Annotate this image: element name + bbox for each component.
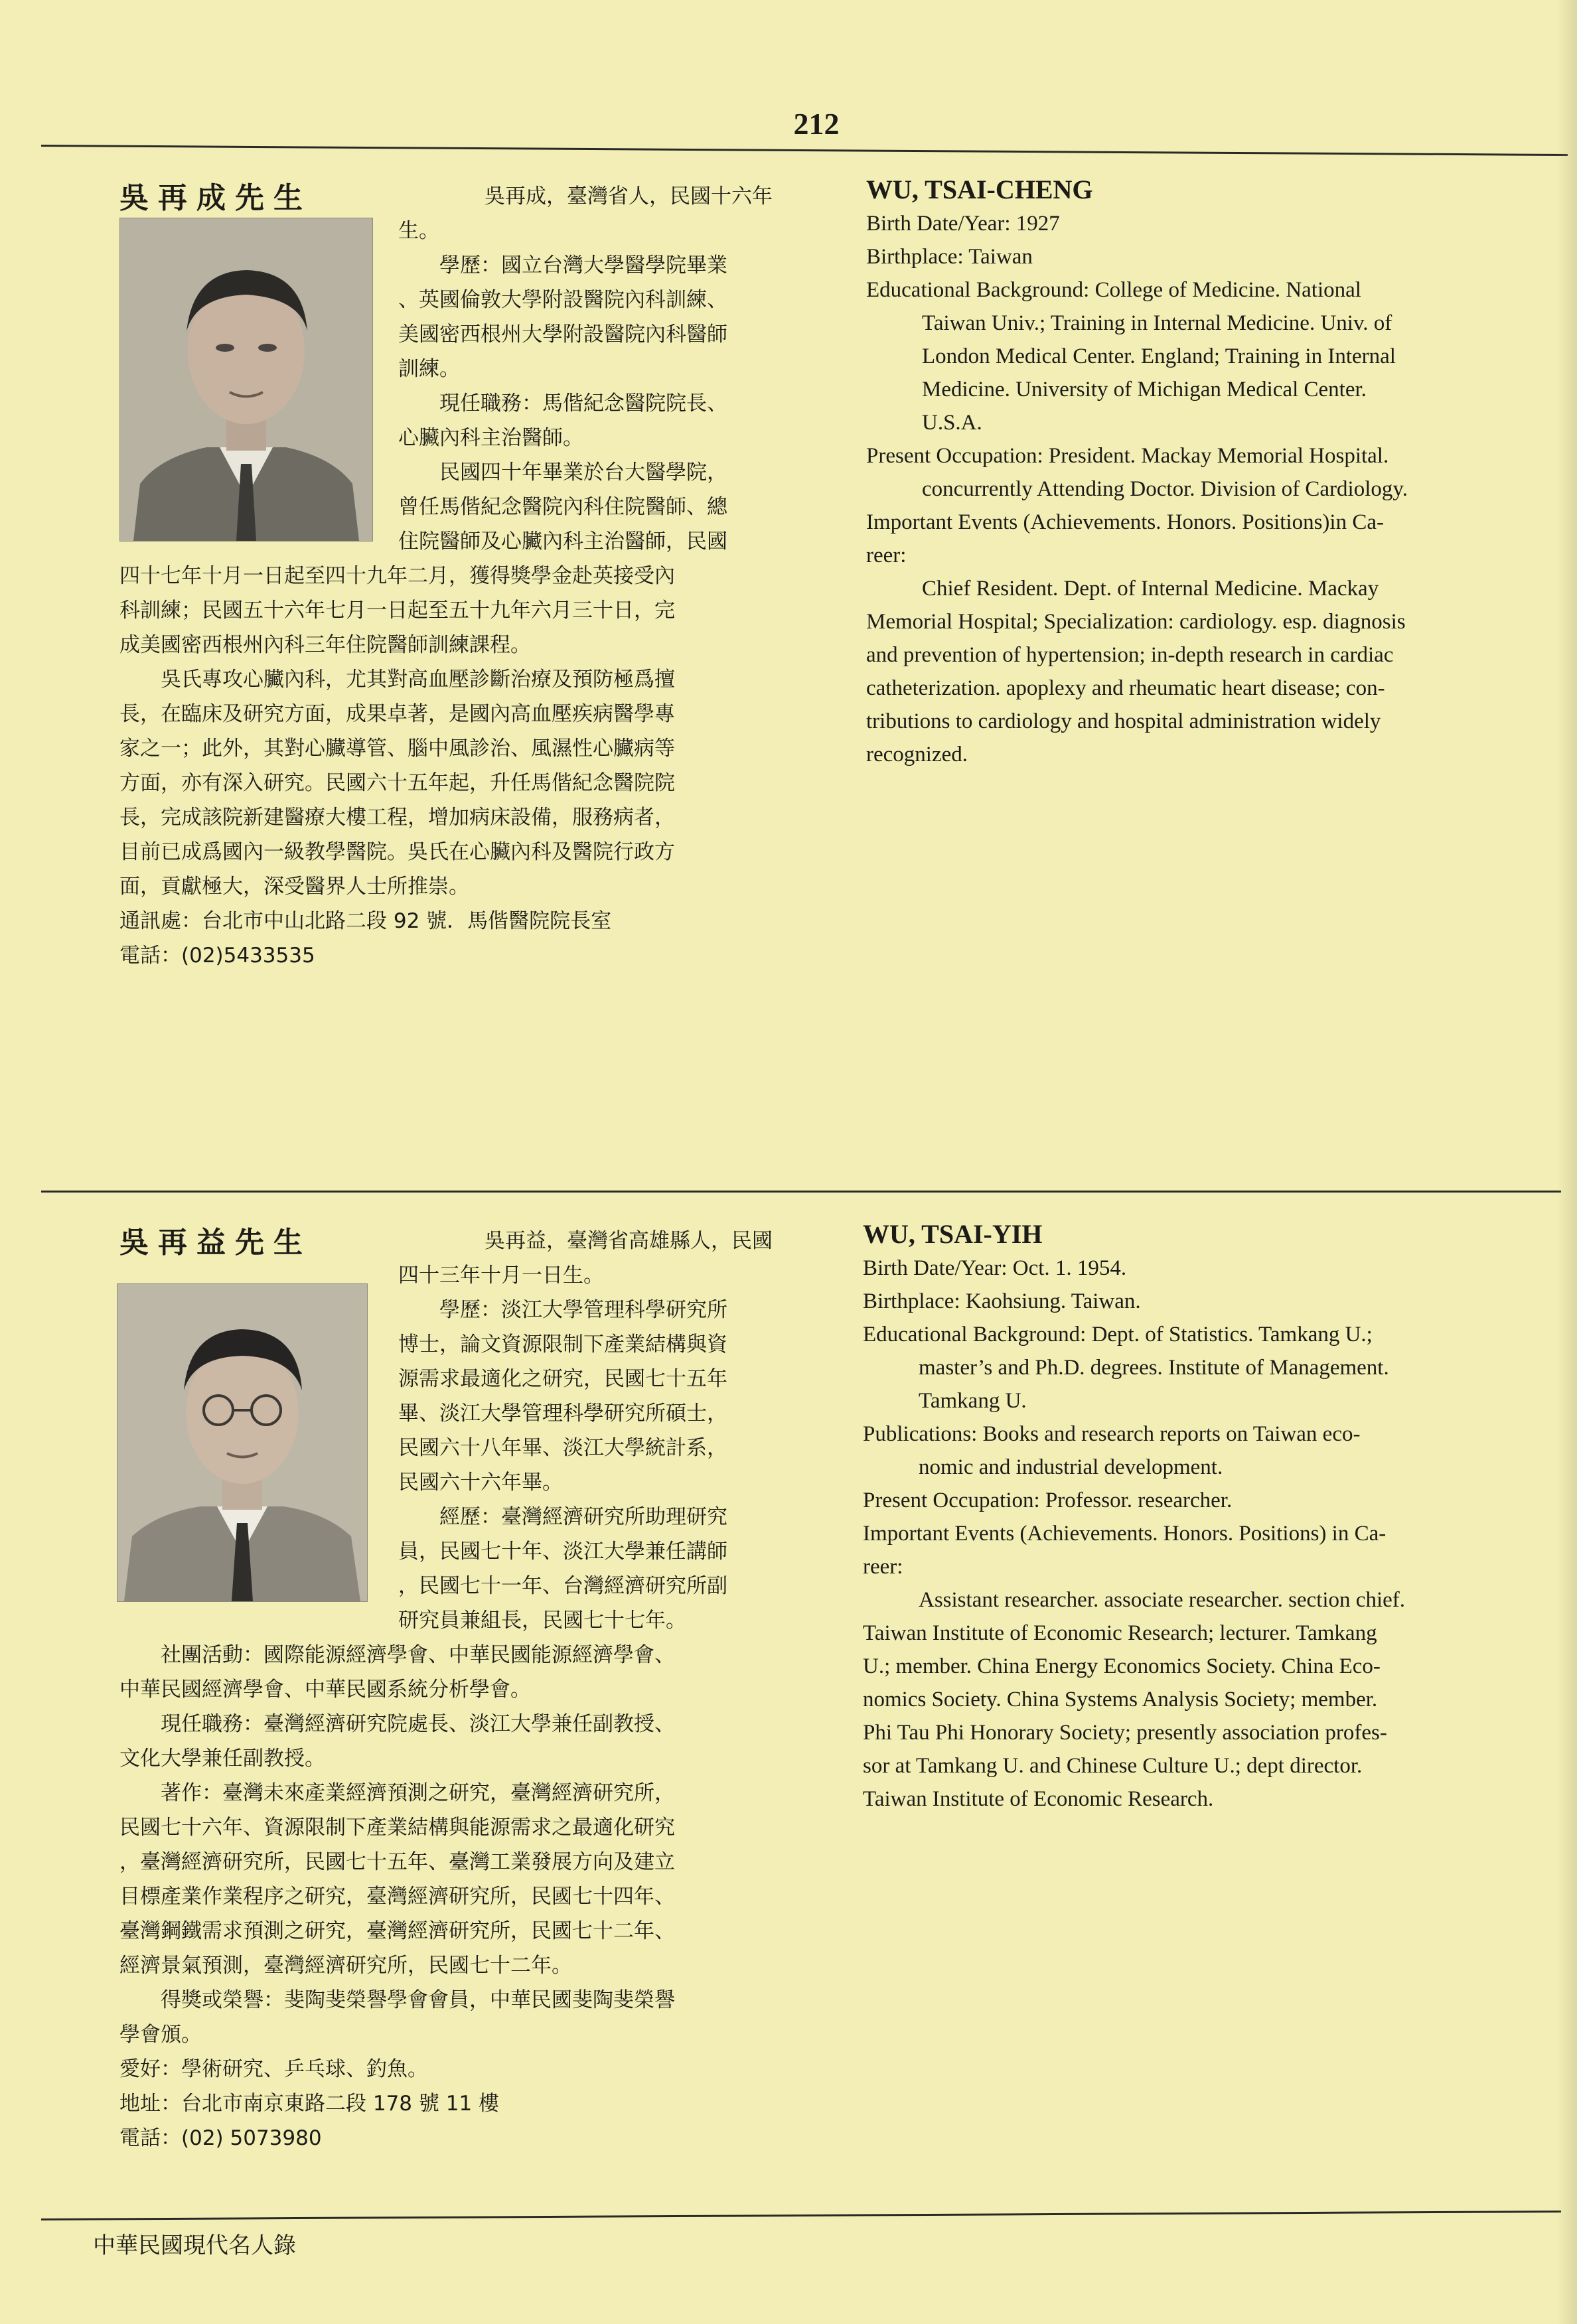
- entry2-chinese-name: 吳再益先生: [119, 1226, 312, 1260]
- en-line: concurrently Attending Doctor. Division of Cardiology.: [922, 477, 1408, 501]
- zh-line: 吳氏專攻心臟內科，尤其對高血壓診斷治療及預防極爲擅: [161, 668, 675, 691]
- en-line: sor at Tamkang U. and Chinese Culture U.; dept director.: [863, 1754, 1363, 1778]
- zh-line: 學會頒。: [119, 2023, 202, 2047]
- page-number: 212: [793, 107, 840, 141]
- entry1-english-name: WU, TSAI-CHENG: [866, 175, 1093, 204]
- en-line: Taiwan Institute of Economic Research.: [863, 1787, 1214, 1811]
- en-line: Present Occupation: Professor. researcher.: [863, 1489, 1233, 1512]
- zh-line: 訓練。: [398, 357, 460, 381]
- en-line: U.S.A.: [922, 411, 982, 435]
- en-line: U.; member. China Energy Economics Society. China Eco-: [863, 1654, 1381, 1678]
- en-line: nomics Society. China Systems Analysis Society; member.: [863, 1688, 1378, 1711]
- zh-line: 地址：台北市南京東路二段 178 號 11 樓: [119, 2092, 500, 2116]
- en-line: Medicine. University of Michigan Medical Center.: [922, 378, 1367, 401]
- zh-line: 社團活動：國際能源經濟學會、中華民國能源經濟學會、: [161, 1643, 675, 1667]
- en-line: Tamkang U.: [919, 1389, 1027, 1413]
- zh-line: 吳再成，臺灣省人，民國十六年: [485, 184, 773, 208]
- zh-line: 美國密西根州大學附設醫院內科醫師: [398, 323, 727, 346]
- entry1-chinese-name: 吳再成先生: [119, 181, 312, 215]
- zh-line: 目標產業作業程序之研究，臺灣經濟研究所，民國七十四年、: [119, 1885, 675, 1909]
- zh-line: 、英國倫敦大學附設醫院內科訓練、: [398, 288, 727, 312]
- entry2-english-name: WU, TSAI-YIH: [863, 1219, 1043, 1249]
- zh-line: 面，貢獻極大，深受醫界人士所推崇。: [119, 875, 469, 899]
- entry1-chinese-biography: [119, 179, 773, 973]
- entry1-english-biography: [866, 173, 1408, 771]
- zh-line: 方面，亦有深入研究。民國六十五年起，升任馬偕紀念醫院院: [119, 771, 675, 795]
- zh-line: 源需求最適化之研究，民國七十五年: [398, 1367, 727, 1391]
- zh-line: 四十七年十月一日起至四十九年二月，獲得獎學金赴英接受內: [119, 564, 675, 588]
- zh-line: ，民國七十一年、台灣經濟研究所副: [398, 1574, 727, 1598]
- zh-line: 經歷：臺灣經濟研究所助理研究: [439, 1505, 727, 1529]
- en-line: Important Events (Achievements. Honors. Positions)in Ca-: [866, 510, 1384, 534]
- zh-line: 家之一；此外，其對心臟導管、腦中風診治、風濕性心臟病等: [119, 737, 675, 761]
- zh-line: 科訓練；民國五十六年七月一日起至五十九年六月三十日，完: [119, 599, 675, 622]
- zh-line: 民國六十八年畢、淡江大學統計系，: [398, 1436, 727, 1460]
- en-line: Birthplace: Kaohsiung. Taiwan.: [863, 1289, 1141, 1313]
- en-line: reer:: [866, 544, 907, 567]
- zh-line: 住院醫師及心臟內科主治醫師，民國: [398, 530, 727, 553]
- en-line: Educational Background: College of Medicine. National: [866, 278, 1361, 302]
- en-line: Assistant researcher. associate researcher. section chief.: [919, 1588, 1405, 1612]
- en-line: nomic and industrial development.: [919, 1455, 1223, 1479]
- en-line: Present Occupation: President. Mackay Memorial Hospital.: [866, 444, 1389, 468]
- zh-line: 著作：臺灣未來產業經濟預測之研究，臺灣經濟研究所，: [161, 1781, 675, 1805]
- en-line: Chief Resident. Dept. of Internal Medicine. Mackay: [922, 577, 1379, 601]
- top-divider: [41, 145, 1568, 156]
- zh-line: 文化大學兼任副教授。: [119, 1747, 325, 1771]
- en-line: Taiwan Univ.; Training in Internal Medicine. Univ. of: [922, 311, 1392, 335]
- zh-line: 生。: [398, 219, 439, 243]
- en-line: Birthplace: Taiwan: [866, 245, 1033, 269]
- zh-line: 現任職務：臺灣經濟研究院處長、淡江大學兼任副教授、: [161, 1712, 675, 1736]
- en-line: Educational Background: Dept. of Statistics. Tamkang U.;: [863, 1323, 1373, 1346]
- zh-line: 長，在臨床及研究方面，成果卓著，是國內高血壓疾病醫學專: [119, 702, 675, 726]
- zh-line: 經濟景氣預測，臺灣經濟研究所，民國七十二年。: [119, 1954, 572, 1978]
- en-line: Important Events (Achievements. Honors. Positions) in Ca-: [863, 1522, 1387, 1546]
- zh-line: 員，民國七十年、淡江大學兼任講師: [398, 1540, 727, 1563]
- page-footer: 中華民國現代名人錄: [93, 2232, 296, 2259]
- zh-line: 心臟內科主治醫師。: [398, 426, 583, 450]
- entry2-chinese-biography: [119, 1224, 773, 2155]
- zh-line: 目前已成爲國內一級教學醫院。吳氏在心臟內科及醫院行政方: [119, 840, 675, 864]
- en-line: tributions to cardiology and hospital administration widely: [866, 709, 1381, 733]
- zh-line: 通訊處：台北市中山北路二段 92 號．馬偕醫院院長室: [119, 909, 612, 933]
- zh-line: 電話：(02) 5073980: [119, 2126, 322, 2150]
- en-line: London Medical Center. England; Training in Internal: [922, 344, 1396, 368]
- zh-line: 四十三年十月一日生。: [398, 1264, 604, 1287]
- zh-line: 現任職務：馬偕紀念醫院院長、: [439, 392, 727, 415]
- entry2-english-biography: [863, 1217, 1405, 1816]
- en-line: Taiwan Institute of Economic Research; lecturer. Tamkang: [863, 1621, 1377, 1645]
- en-line: Memorial Hospital; Specialization: cardiology. esp. diagnosis: [866, 610, 1406, 634]
- en-line: catheterization. apoplexy and rheumatic heart disease; con-: [866, 676, 1385, 700]
- en-line: reer:: [863, 1555, 903, 1579]
- en-line: master’s and Ph.D. degrees. Institute of Management.: [919, 1356, 1389, 1380]
- en-line: and prevention of hypertension; in-depth research in cardiac: [866, 643, 1394, 667]
- zh-line: 博士，論文資源限制下產業結構與資: [398, 1333, 727, 1356]
- en-line: Phi Tau Phi Honorary Society; presently association profes-: [863, 1721, 1387, 1745]
- en-line: Publications: Books and research reports on Taiwan eco-: [863, 1422, 1361, 1446]
- zh-line: 吳再益，臺灣省高雄縣人，民國: [485, 1229, 773, 1253]
- middle-divider: [41, 1191, 1561, 1193]
- zh-line: 成美國密西根州內科三年住院醫師訓練課程。: [119, 633, 531, 657]
- zh-line: ，臺灣經濟研究所，民國七十五年、臺灣工業發展方向及建立: [119, 1850, 675, 1874]
- zh-line: 研究員兼組長，民國七十七年。: [398, 1609, 686, 1633]
- zh-line: 民國七十六年、資源限制下產業結構與能源需求之最適化研究: [119, 1816, 675, 1840]
- zh-line: 電話：(02)5433535: [119, 944, 315, 968]
- zh-line: 臺灣鋼鐵需求預測之研究，臺灣經濟研究所，民國七十二年、: [119, 1919, 675, 1943]
- zh-line: 畢、淡江大學管理科學研究所碩士，: [398, 1402, 727, 1425]
- zh-line: 民國六十六年畢。: [398, 1471, 563, 1494]
- zh-line: 學歷：淡江大學管理科學研究所: [439, 1298, 727, 1322]
- en-line: Birth Date/Year: Oct. 1. 1954.: [863, 1256, 1127, 1280]
- zh-line: 長，完成該院新建醫療大樓工程，增加病床設備，服務病者，: [119, 806, 675, 830]
- en-line: Birth Date/Year: 1927: [866, 212, 1060, 236]
- zh-line: 學歷：國立台灣大學醫學院畢業: [439, 254, 727, 277]
- zh-line: 民國四十年畢業於台大醫學院，: [439, 461, 727, 484]
- page-edge-shadow: [1557, 0, 1577, 2324]
- en-line: recognized.: [866, 743, 968, 766]
- bottom-divider: [41, 2211, 1561, 2220]
- zh-line: 愛好：學術研究、乒乓球、釣魚。: [119, 2057, 428, 2081]
- zh-line: 得獎或榮譽：斐陶斐榮譽學會會員，中華民國斐陶斐榮譽: [161, 1988, 675, 2012]
- zh-line: 曾任馬偕紀念醫院內科住院醫師、總: [398, 495, 727, 519]
- zh-line: 中華民國經濟學會、中華民國系統分析學會。: [119, 1678, 531, 1702]
